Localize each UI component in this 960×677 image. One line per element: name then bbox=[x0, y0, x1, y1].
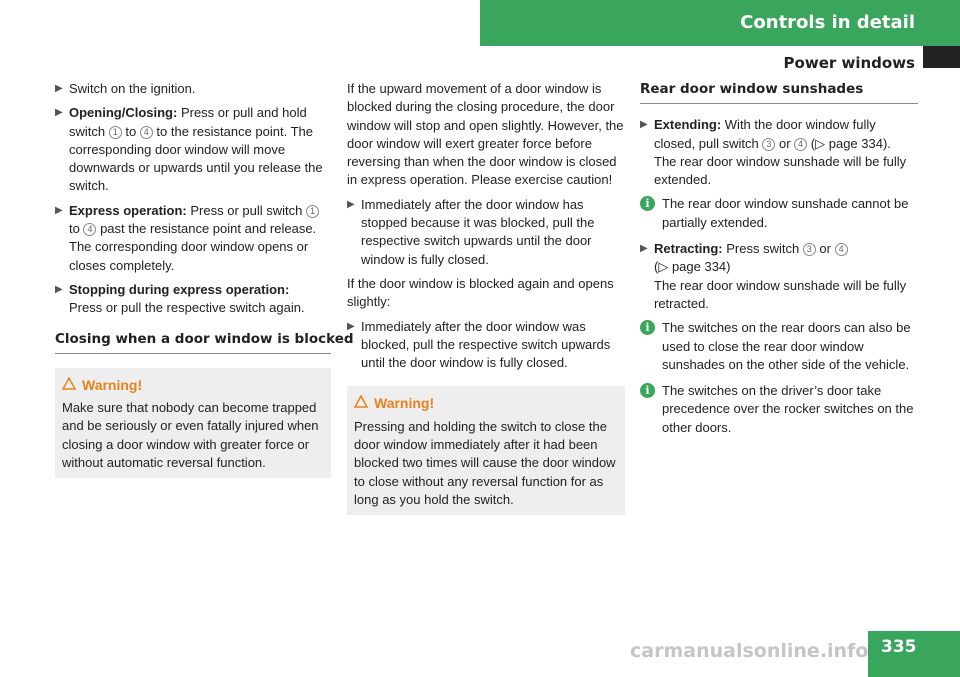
callout-4: 4 bbox=[794, 138, 807, 151]
triangle-right-icon: ▶ bbox=[55, 83, 63, 94]
callout-3: 3 bbox=[803, 243, 816, 256]
column-3 bbox=[640, 80, 918, 445]
info-icon: i bbox=[640, 383, 655, 398]
page-number: 335 bbox=[868, 631, 960, 677]
warning-title: Warning! bbox=[82, 376, 143, 393]
warning-title: Warning! bbox=[374, 395, 435, 412]
paragraph: If the upward movement of a door window is blocked during the closing procedure, the door window will stop and open slightly. However, the door window will exert greater force before reversing than when the door window is closed in express operation. Please exercise caution! bbox=[347, 81, 624, 188]
chapter-header bbox=[480, 0, 960, 46]
step-express-operation: ▶ Express operation: Press or pull switch 1 to 4 past the resistance point and release. The corresponding door window opens or closes completely. bbox=[55, 202, 331, 275]
triangle-right-icon: ▶ bbox=[347, 198, 355, 210]
column-2 bbox=[347, 80, 625, 515]
step-extending: ▶ Extending: With the door window fully closed, pull switch 3 or 4 (▷ page 334). The rear door window sunshade will be fully extended. bbox=[640, 117, 907, 188]
triangle-right-icon: ▶ bbox=[347, 320, 355, 332]
info-note: i The switches on the driver’s door take precedence over the rocker switches on the other doors. bbox=[640, 382, 918, 437]
step-retracting: ▶ Retracting: Press switch 3 or 4 (▷ page 334) The rear door window sunshade will be fully retracted. bbox=[640, 241, 907, 311]
step-pull-switch: ▶ Immediately after the door window has stopped because it was blocked, pull the respective switch upwards until the door window is fully closed. bbox=[347, 196, 595, 267]
corner-tab bbox=[923, 46, 960, 68]
step-switch-on: ▶ Switch on the ignition. bbox=[55, 80, 331, 98]
step-opening-closing: ▶ Opening/Closing: Press or pull and hold switch 1 to 4 to the resistance point. The corresponding door window will move downwards or upwards until you release the switch. bbox=[55, 105, 323, 194]
warning-box bbox=[55, 368, 331, 478]
warning-text: Pressing and holding the switch to close the door window immediately after it had been blocked two times will cause the door window to close without any reversal function for as long as you hold the switch. bbox=[354, 418, 616, 507]
warning-triangle-icon bbox=[354, 394, 368, 412]
info-note: i The rear door window sunshade cannot be partially extended. bbox=[640, 195, 918, 232]
warning-text: Make sure that nobody can become trapped and be seriously or even fatally injured when closing a door window with greater force or without automatic reversal function. bbox=[62, 400, 319, 471]
watermark: carmanualsonline.info bbox=[630, 640, 869, 662]
triangle-right-icon: ▶ bbox=[640, 119, 648, 131]
info-icon: i bbox=[640, 320, 655, 335]
info-note: i The switches on the rear doors can also be used to close the rear door window sunshades on the other side of the vehicle. bbox=[640, 319, 918, 374]
step-stopping-express: ▶ Stopping during express operation: Press or pull the respective switch again. bbox=[55, 281, 305, 316]
column-1 bbox=[55, 80, 354, 478]
info-icon: i bbox=[640, 196, 655, 211]
paragraph: If the door window is blocked again and opens slightly: bbox=[347, 275, 614, 310]
triangle-right-icon: ▶ bbox=[55, 107, 63, 119]
callout-4: 4 bbox=[835, 243, 848, 256]
heading-rear-sunshades: Rear door window sunshades bbox=[640, 80, 918, 104]
callout-1: 1 bbox=[306, 205, 319, 218]
section-title: Power windows bbox=[783, 54, 915, 72]
callout-1: 1 bbox=[109, 126, 122, 139]
triangle-right-icon: ▶ bbox=[55, 283, 63, 295]
chapter-title: Controls in detail bbox=[740, 12, 915, 33]
callout-3: 3 bbox=[762, 138, 775, 151]
heading-closing-blocked: Closing when a door window is blocked bbox=[55, 330, 331, 354]
step-pull-switch-again: ▶ Immediately after the door window was blocked, pull the respective switch upwards until the door window is fully closed. bbox=[347, 318, 611, 371]
callout-4: 4 bbox=[83, 223, 96, 236]
triangle-right-icon: ▶ bbox=[55, 204, 63, 216]
warning-box bbox=[347, 386, 625, 515]
callout-4: 4 bbox=[140, 126, 153, 139]
warning-triangle-icon bbox=[62, 376, 76, 394]
triangle-right-icon: ▶ bbox=[640, 243, 648, 255]
